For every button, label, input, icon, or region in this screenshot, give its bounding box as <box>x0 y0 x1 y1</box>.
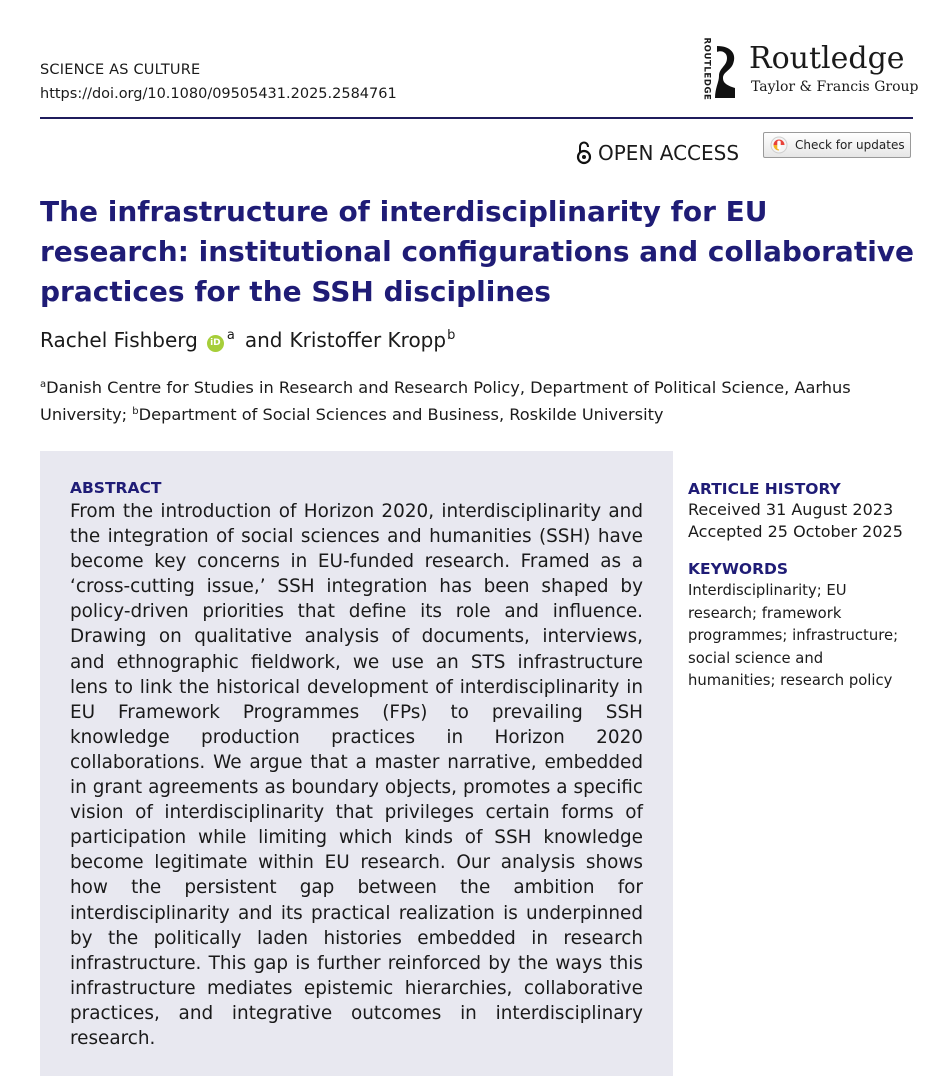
abstract-text: From the introduction of Horizon 2020, interdisciplinarity and the integration of social sciences and humanities (SSH) have become key concerns in EU-funded research. Framed as a ‘cross-cutting issue,’ SSH integration has been shaped by policy-driven priorities that define its role and influence. Drawing on qualitative analysis of documents, interviews, and ethnographic fieldwork, we use an STS infrastructure lens to link the historical development of interdisciplinarity in EU Framework Programmes (FPs) to prevailing SSH knowledge production practices in Horizon 2020 collaborations. We argue that a master narrative, embedded in grant agreements as boundary objects, promotes a specific vision of interdisciplinarity that privileges certain forms of participation while limiting which kinds of SSH knowledge become legitimate within EU research. Our analysis shows how the persistent gap between the ambition for interdisciplinarity and its practical realization is underpinned by the politically laden histories embedded in research infrastructure. This gap is further reinforced by the ways this infrastructure mediates epistemic hierarchies, collaborative practices, and integrative outcomes in interdisciplinary research. <box>70 501 643 1049</box>
open-lock-icon <box>576 141 592 165</box>
affiliation-text: Department of Social Sciences and Business, Roskilde University <box>138 405 664 424</box>
doi-link[interactable]: https://doi.org/10.1080/09505431.2025.2584761 <box>40 86 397 102</box>
publisher-logo <box>697 37 922 102</box>
check-for-updates-button[interactable] <box>763 132 911 158</box>
open-access-badge <box>576 138 739 168</box>
crossmark-icon <box>770 136 788 154</box>
header-rule <box>40 117 913 119</box>
affiliation-text: Danish Centre for Studies in Research and Research Policy, Department of Political Science, Aarhus University; <box>40 378 851 424</box>
open-access-label: OPEN ACCESS <box>598 141 740 165</box>
orcid-icon[interactable]: iD <box>207 335 224 352</box>
publisher-name: Routledge <box>749 41 905 76</box>
author-name[interactable]: Kristoffer Kropp <box>289 328 447 352</box>
check-for-updates-label: Check for updates <box>795 138 905 152</box>
keywords-text: Interdisciplinarity; EU research; framework programmes; infrastructure; social science and humanities; research policy <box>688 582 899 689</box>
author-affiliation-mark: b <box>447 328 456 343</box>
author-joiner: and <box>244 328 283 352</box>
article-history-heading: ARTICLE HISTORY <box>688 480 841 498</box>
article-title: The infrastructure of interdisciplinarity for EU research: institutional configurations and collaborative practices for the SSH disciplines <box>40 195 915 308</box>
affiliations <box>40 376 920 430</box>
author-affiliation-mark: a <box>226 328 235 343</box>
author-name[interactable]: Rachel Fishberg <box>40 328 198 352</box>
accepted-date: Accepted 25 October 2025 <box>688 522 903 541</box>
publisher-vertical-label: ROUTLEDGE <box>701 37 712 101</box>
publisher-group: Taylor & Francis Group <box>751 79 919 95</box>
keywords-heading: KEYWORDS <box>688 560 789 578</box>
journal-name: SCIENCE AS CULTURE <box>40 62 201 78</box>
received-date: Received 31 August 2023 <box>688 500 894 519</box>
abstract-heading: ABSTRACT <box>70 479 162 497</box>
abstract-box <box>40 451 673 1076</box>
author-line <box>40 328 455 354</box>
affiliation-mark: b <box>132 406 139 417</box>
article-sidebar <box>688 479 913 693</box>
routledge-logo-icon <box>711 44 739 100</box>
affiliation-mark: a <box>40 379 47 390</box>
